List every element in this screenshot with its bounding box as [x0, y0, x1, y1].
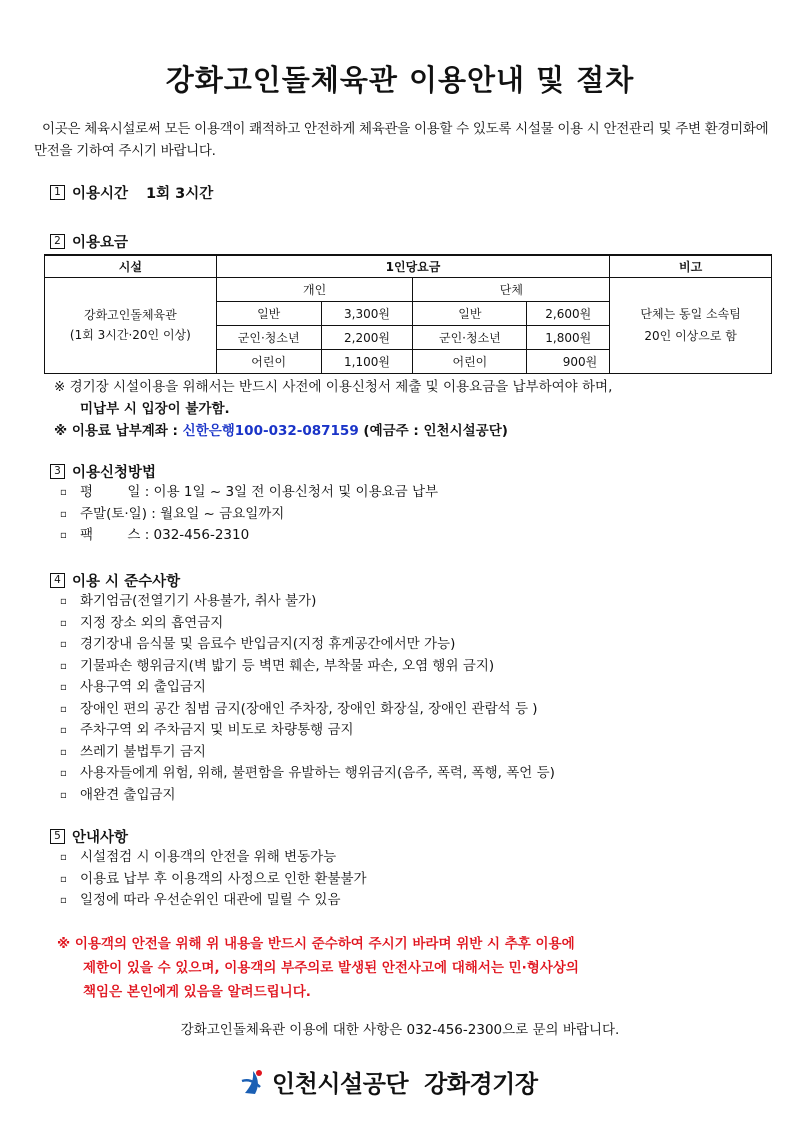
section-guides	[50, 826, 128, 847]
venue-name: 강화경기장	[424, 1070, 538, 1098]
contact-info: 강화고인돌체육관 이용에 대한 사항은 032-456-2300으로 문의 바랍니다.	[180, 1022, 620, 1038]
section-number: 1	[50, 185, 65, 200]
footer-brand	[240, 1064, 538, 1099]
fee-note: ※ 경기장 시설이용을 위해서는 반드시 사전에 이용신청서 제출 및 이용요금을 납부하여야 하며,	[54, 379, 613, 395]
list-item: ▫ 평 일 : 이용 1일 ~ 3일 전 이용신청서 및 이용요금 납부	[60, 484, 439, 500]
group-fee: 1,800원	[527, 325, 610, 349]
group-type: 어린이	[413, 349, 527, 373]
org-name: 인천시설공단	[272, 1070, 409, 1098]
list-item: ▫ 장애인 편의 공간 침범 금지(장애인 주차장, 장애인 화장실, 장애인 관람석 등 )	[60, 700, 538, 717]
account-note	[54, 420, 612, 442]
section-number: 2	[50, 234, 65, 249]
page-title: 강화고인돌체육관 이용안내 및 절차	[165, 63, 635, 97]
incheon-facilities-logo-icon	[240, 1067, 266, 1097]
group-fee: 2,600원	[527, 301, 610, 325]
list-item: ▫ 이용료 납부 후 이용객의 사정으로 인한 환불불가	[60, 870, 367, 887]
list-item: ▫ 일정에 따라 우선순위인 대관에 밀릴 수 있음	[60, 892, 341, 908]
individual-type: 군인·청소년	[216, 325, 321, 349]
header-per-person-fee: 1인당요금	[216, 255, 610, 277]
account-number: 신한은행100-032-087159	[182, 423, 359, 439]
section-label: 안내사항	[72, 830, 129, 846]
fee-table	[44, 254, 772, 374]
list-item: ▫ 주차구역 외 주차금지 및 비도로 차량통행 금지	[60, 722, 354, 738]
individual-type: 어린이	[216, 349, 321, 373]
usage-time-value: 1회 3시간	[146, 186, 214, 202]
warning-line: ※ 이용객의 안전을 위해 위 내용을 반드시 준수하여 주시기 바라며 위반 시 추후 이용에	[57, 936, 575, 952]
individual-fee: 3,300원	[321, 301, 413, 325]
section-rules	[50, 570, 180, 591]
remarks-cell	[610, 277, 772, 373]
section-number: 5	[50, 829, 65, 844]
list-item: ▫ 쓰레기 불법투기 금지	[60, 743, 206, 760]
fee-note-continued: 미납부 시 입장이 불가함.	[80, 401, 230, 417]
fee-notes	[54, 376, 612, 442]
warning-notice	[57, 932, 757, 1004]
list-item: ▫ 사용구역 외 출입금지	[60, 679, 206, 695]
application-method-list	[60, 482, 438, 547]
group-fee: 900원	[527, 349, 610, 373]
account-holder: (예금주 : 인천시설공단)	[358, 423, 508, 439]
section-label: 이용요금	[72, 235, 129, 251]
list-item: ▫ 경기장내 음식물 및 음료수 반입금지(지정 휴게공간에서만 가능)	[60, 636, 456, 652]
list-item: ▫ 팩 스 : 032-456-2310	[60, 527, 250, 543]
section-usage-time	[50, 182, 213, 203]
guides-list	[60, 847, 367, 912]
list-item: ▫ 애완견 출입금지	[60, 786, 176, 803]
section-label: 이용 시 준수사항	[72, 574, 181, 590]
section-application	[50, 461, 156, 482]
section-number: 4	[50, 573, 65, 588]
warning-line: 책임은 본인에게 있음을 알려드립니다.	[83, 984, 311, 1000]
section-label: 이용신청방법	[72, 465, 157, 481]
list-item: ▫ 지정 장소 외의 흡연금지	[60, 614, 224, 631]
list-item: ▫ 시설점검 시 이용객의 안전을 위해 변동가능	[60, 849, 337, 865]
warning-line: 제한이 있을 수 있으며, 이용객의 부주의로 발생된 안전사고에 대해서는 민·형사상의	[83, 960, 579, 976]
individual-fee: 1,100원	[321, 349, 413, 373]
subheader-group: 단체	[413, 277, 610, 301]
facility-cell	[45, 277, 217, 373]
subheader-individual: 개인	[216, 277, 413, 301]
section-fees	[50, 231, 128, 252]
list-item: ▫ 화기엄금(전열기기 사용불가, 취사 불가)	[60, 593, 317, 609]
section-label: 이용시간	[72, 186, 129, 202]
individual-type: 일반	[216, 301, 321, 325]
facility-sub: (1회 3시간·20인 이상)	[69, 328, 191, 342]
intro-paragraph: 이곳은 체육시설로써 모든 이용객이 쾌적하고 안전하게 체육관을 이용할 수 있도록 시설물 이용 시 안전관리 및 주변 환경미화에 만전을 기하여 주시기 바랍니다.	[34, 121, 769, 159]
section-number: 3	[50, 464, 65, 479]
individual-fee: 2,200원	[321, 325, 413, 349]
remark-line: 단체는 동일 소속팀	[640, 307, 741, 321]
rules-list	[60, 591, 555, 806]
group-type: 군인·청소년	[413, 325, 527, 349]
account-label: ※ 이용료 납부계좌 :	[54, 423, 183, 439]
list-item: ▫ 사용자들에게 위험, 위해, 불편함을 유발하는 행위금지(음주, 폭력, 폭행, 폭언 등)	[60, 765, 555, 781]
header-facility: 시설	[45, 255, 217, 277]
list-item: ▫ 주말(토·일) : 월요일 ~ 금요일까지	[60, 505, 285, 522]
header-remarks: 비고	[610, 255, 772, 277]
list-item: ▫ 기물파손 행위금지(벽 밟기 등 벽면 훼손, 부착물 파손, 오염 행위 금지)	[60, 657, 495, 674]
facility-name: 강화고인돌체육관	[83, 308, 177, 322]
group-type: 일반	[413, 301, 527, 325]
remark-line: 20인 이상으로 함	[644, 329, 737, 343]
